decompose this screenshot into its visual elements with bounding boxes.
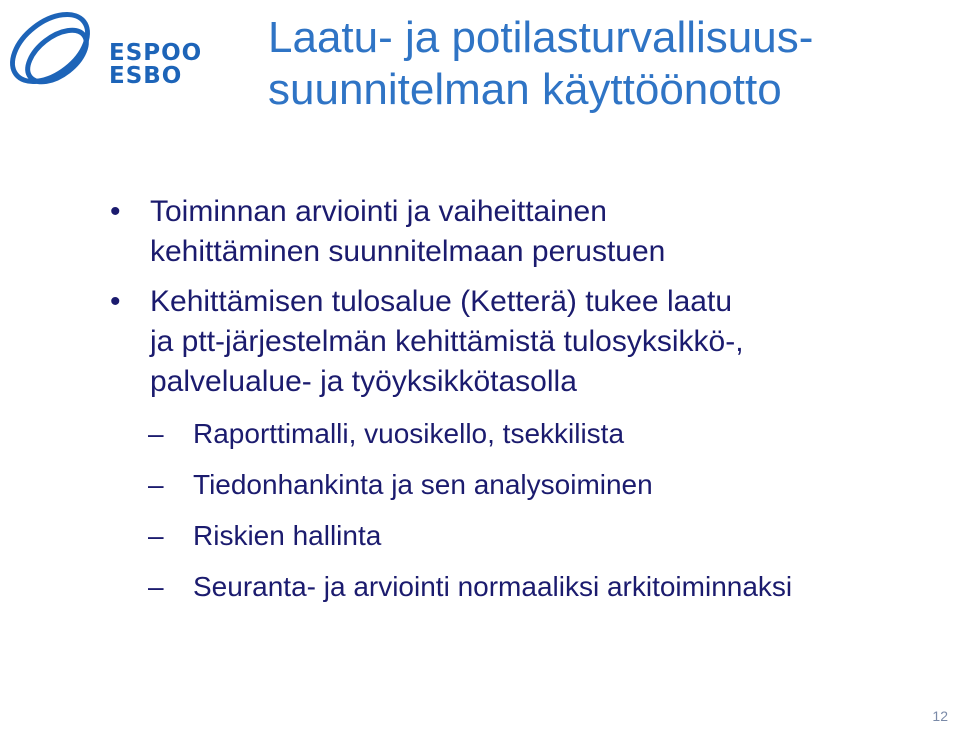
bullet-text-line: kehittäminen suunnitelmaan perustuen (150, 235, 666, 268)
sub-item-dash: – (148, 520, 164, 551)
bullet-item (0, 282, 960, 402)
bullet-text-line: palvelualue- ja työyksikkötasolla (150, 365, 577, 398)
sub-item-dash: – (148, 469, 164, 500)
bullet-marker: • (110, 285, 121, 318)
sub-item-text: Riskien hallinta (193, 520, 382, 551)
espoo-logo-mark-icon (2, 4, 107, 104)
sub-item-text: Tiedonhankinta ja sen analysoiminen (193, 469, 653, 500)
slide-content (0, 192, 960, 620)
bullet-marker: • (110, 195, 121, 228)
bullet-text-line: ja ptt-järjestelmän kehittämistä tulosyksikkö-, (150, 325, 744, 358)
title-line-1: Laatu- ja potilasturvallisuus- (268, 13, 814, 62)
logo-line-1: ESPOO (109, 40, 203, 66)
espoo-logo (2, 4, 212, 104)
sub-item (0, 467, 960, 503)
logo-line-2: ESBO (109, 63, 183, 89)
sub-item (0, 569, 960, 605)
bullet-text-line: Toiminnan arviointi ja vaiheittainen (150, 195, 607, 228)
sub-item-dash: – (148, 571, 164, 602)
sub-item-dash: – (148, 418, 164, 449)
sub-item (0, 416, 960, 452)
page-title (268, 12, 948, 116)
bullet-item (0, 192, 960, 272)
sub-item-text: Raporttimalli, vuosikello, tsekkilista (193, 418, 625, 449)
bullet-text-line: Kehittämisen tulosalue (Ketterä) tukee laatu (150, 285, 732, 318)
title-line-2: suunnitelman käyttöönotto (268, 65, 782, 114)
sub-item (0, 518, 960, 554)
page-number: 12 (932, 708, 948, 724)
sub-item-text: Seuranta- ja arviointi normaaliksi arkitoiminnaksi (193, 571, 793, 602)
espoo-logo-wordmark (109, 42, 202, 88)
